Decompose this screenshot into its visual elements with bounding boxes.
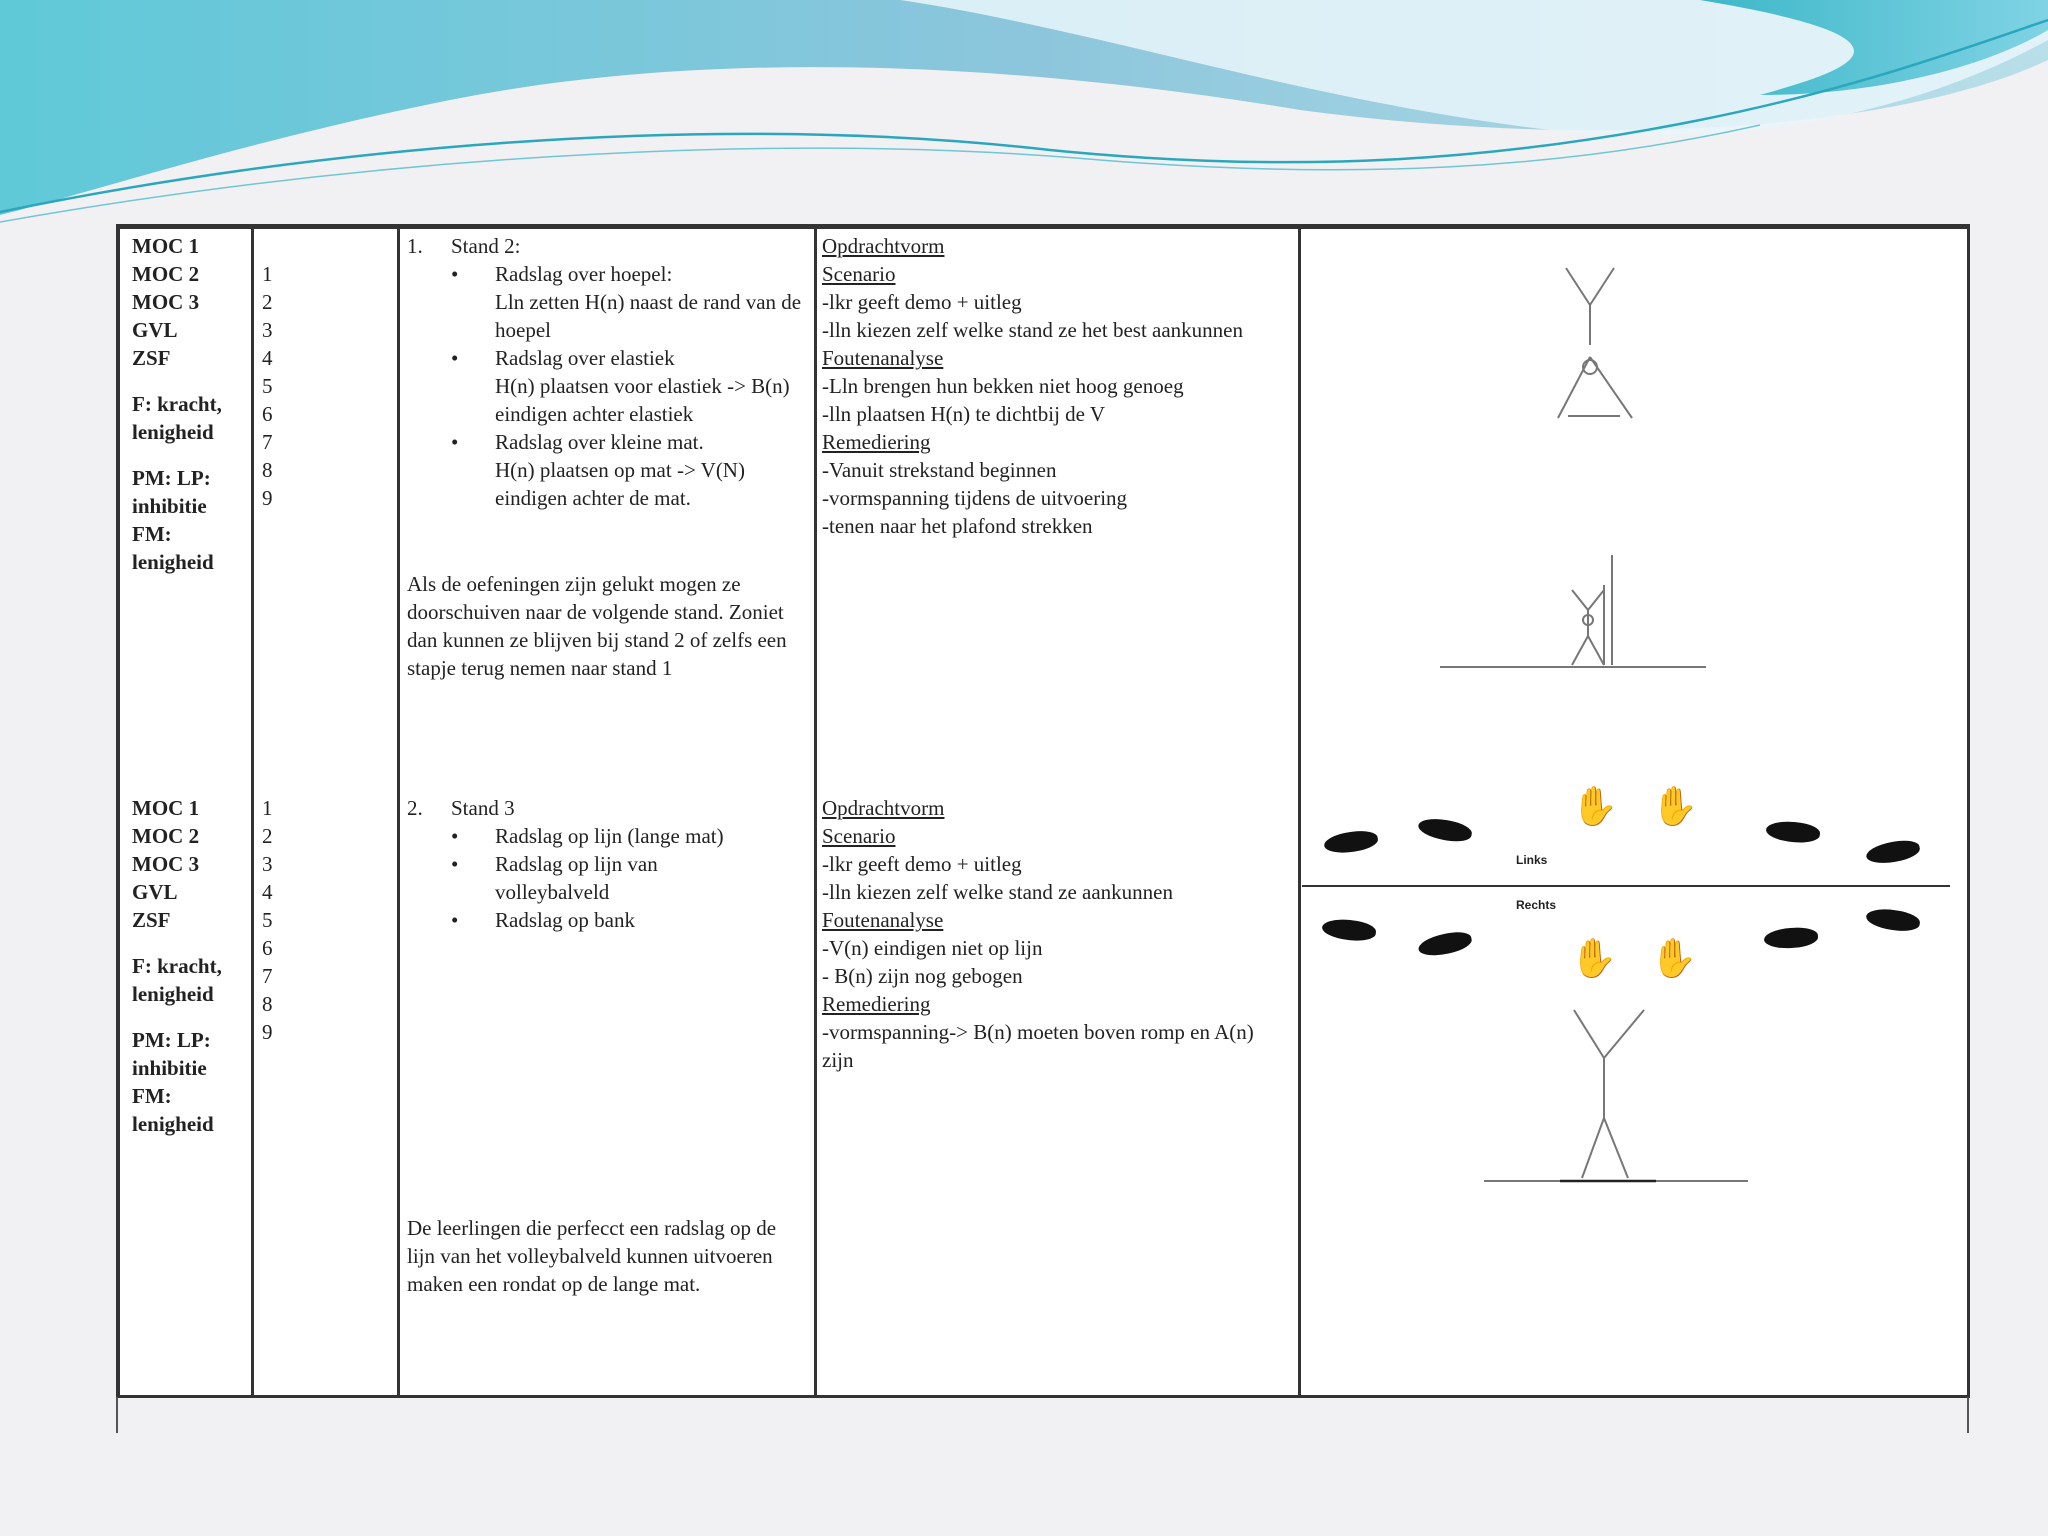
row-1-codes	[132, 232, 257, 576]
figure-label-rechts: Rechts	[1516, 898, 1557, 912]
code-gvl: GVL	[132, 880, 178, 904]
table-continuation-line	[1967, 1397, 1969, 1433]
exercise-bullet: • Radslag op lijn (lange mat)	[407, 822, 807, 850]
row-2-exercise	[407, 794, 807, 934]
code-f: F: kracht,	[132, 392, 222, 416]
opdrachtvorm-heading: Opdrachtvorm	[822, 234, 945, 258]
foutenanalyse-heading: Foutenanalyse	[822, 908, 944, 932]
exercise-bullet: • Radslag op lijn van volleybalveld	[407, 850, 725, 906]
code-fm: FM:	[132, 522, 172, 546]
remediering-heading: Remediering	[822, 430, 931, 454]
exercise-number: 2.	[407, 796, 423, 820]
opdrachtvorm-heading: Opdrachtvorm	[822, 796, 945, 820]
code-fm: FM:	[132, 1084, 172, 1108]
code-moc1: MOC 1	[132, 796, 200, 820]
table-bottom-rule	[116, 1395, 1970, 1398]
row-1-instructions: Opdrachtvorm Scenario -lkr geeft demo + uitleg -lln kiezen zelf welke stand ze het best aankunnen Foutenanalyse -Lln brengen hun bekken niet hoog genoeg -lln plaatsen H(n) te dichtbij de V Remediering -Vanuit strekstand beginnen -vormspanning tijdens de uitvoering -tenen naar het plafond strekken	[822, 232, 1282, 540]
code-inhibitie: inhibitie	[132, 494, 207, 518]
code-gvl: GVL	[132, 318, 178, 342]
scenario-heading: Scenario	[822, 262, 896, 286]
remediering-heading: Remediering	[822, 992, 931, 1016]
figure-label-links: Links	[1516, 853, 1548, 867]
code-f-lenigheid: lenigheid	[132, 982, 214, 1006]
code-pm: PM: LP:	[132, 466, 211, 490]
row-2-instructions: Opdrachtvorm Scenario -lkr geeft demo + uitleg -lln kiezen zelf welke stand ze aankunnen Foutenanalyse -V(n) eindigen niet op lijn - B(n) zijn nog gebogen Remediering -vormspanning-> B(n) moeten boven romp en A(n) zijn	[822, 794, 1282, 1074]
exercise-title: Stand 2:	[451, 234, 521, 258]
code-moc3: MOC 3	[132, 290, 200, 314]
code-moc2: MOC 2	[132, 262, 200, 286]
code-moc3: MOC 3	[132, 852, 200, 876]
exercise-bullet: • Radslag over hoepel: Lln zetten H(n) naast de rand van de hoepel	[407, 260, 807, 344]
row-1-note: Als de oefeningen zijn gelukt mogen ze doorschuiven naar de volgende stand. Zoniet dan kunnen ze blijven bij stand 2 of zelfs een stapje terug nemen naar stand 1	[407, 572, 787, 680]
row-2-note: De leerlingen die perfecct een radslag op de lijn van het volleybalveld kunnen uitvoeren maken een rondat op de lange mat.	[407, 1216, 777, 1296]
code-moc2: MOC 2	[132, 824, 200, 848]
code-zsf: ZSF	[132, 908, 171, 932]
code-f: F: kracht,	[132, 954, 222, 978]
exercise-title: Stand 3	[451, 796, 515, 820]
foutenanalyse-heading: Foutenanalyse	[822, 346, 944, 370]
code-zsf: ZSF	[132, 346, 171, 370]
row-2-codes	[132, 794, 257, 1138]
handprint-icon: ✋	[1650, 938, 1698, 980]
code-fm-lenigheid: lenigheid	[132, 1112, 214, 1136]
code-pm: PM: LP:	[132, 1028, 211, 1052]
row-2-numbers: 1 2 3 4 5 6 7 8 9	[262, 796, 273, 1044]
exercise-bullet: • Radslag op bank	[407, 906, 807, 934]
column-divider	[814, 229, 817, 1397]
scenario-heading: Scenario	[822, 824, 896, 848]
code-f-lenigheid: lenigheid	[132, 420, 214, 444]
code-fm-lenigheid: lenigheid	[132, 550, 214, 574]
row-1-numbers: 1 2 3 4 5 6 7 8 9	[262, 262, 273, 510]
row-1-exercise	[407, 232, 807, 512]
handprint-icon: ✋	[1651, 786, 1699, 828]
code-inhibitie: inhibitie	[132, 1056, 207, 1080]
exercise-bullet: • Radslag over kleine mat. H(n) plaatsen op mat -> V(N) eindigen achter de mat.	[407, 428, 807, 512]
table-continuation-line	[116, 1397, 118, 1433]
handprint-icon: ✋	[1570, 938, 1618, 980]
column-divider	[1298, 229, 1301, 1397]
code-moc1: MOC 1	[132, 234, 200, 258]
column-divider	[397, 229, 400, 1397]
handprint-icon: ✋	[1571, 786, 1619, 828]
exercise-number: 1.	[407, 234, 423, 258]
header-wave-decoration	[0, 0, 2048, 240]
exercise-bullet: • Radslag over elastiek H(n) plaatsen voor elastiek -> B(n) eindigen achter elastiek	[407, 344, 807, 428]
